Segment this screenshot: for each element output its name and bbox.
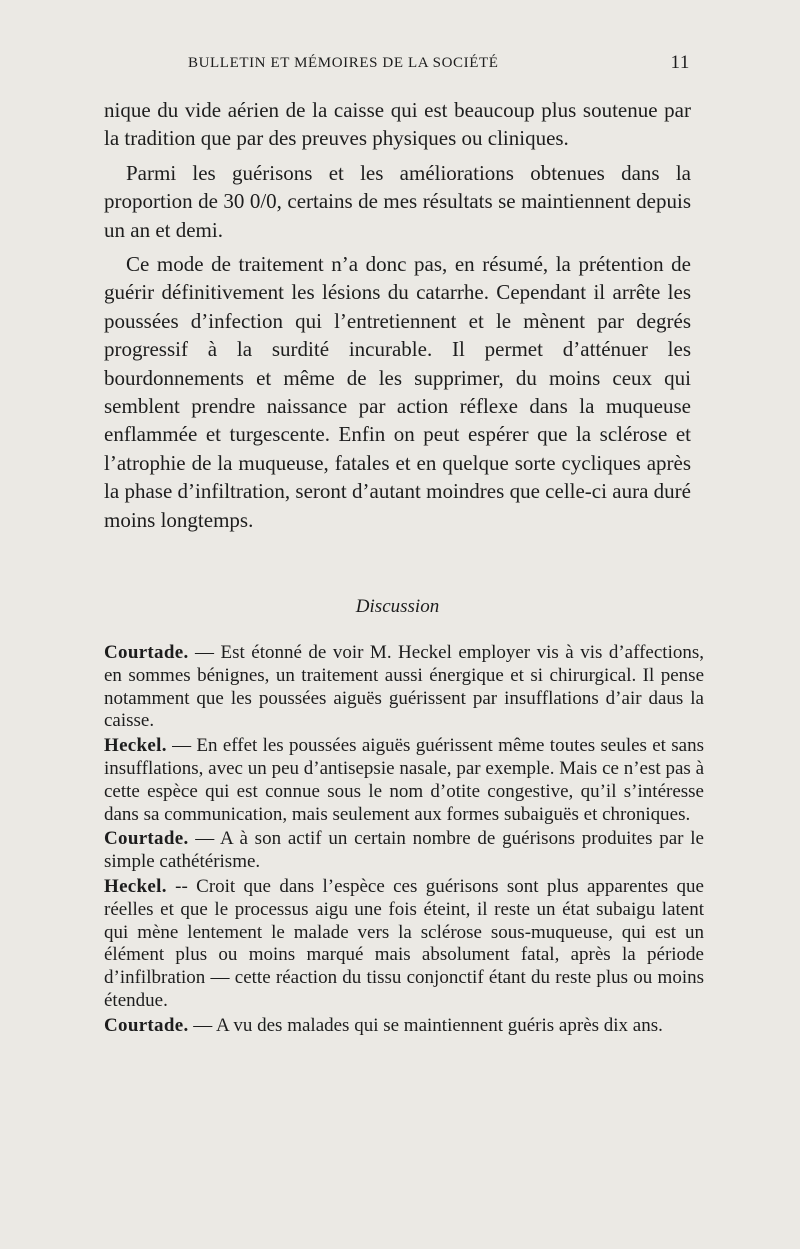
speaker-name: Courtade. (104, 642, 189, 663)
discussion-entry (104, 642, 704, 733)
header-title: BULLETIN ET MÉMOIRES DE LA SOCIÉTÉ (188, 55, 499, 71)
entry-text: — En effet les poussées aiguës guérissent même toutes seules et sans insufflations, avec un peu d’antisepsie nasale, par exemple. Mais ce n’est pas à cette espèce qui est connue sous le nom d’otite congestive, qu’il s’intéresse dans sa communication, mais seulement aux formes subaiguës et chroniques. (104, 735, 704, 825)
entry-text: — A à son actif un certain nombre de guérisons produites par le simple cathétérisme. (104, 828, 704, 873)
running-header (104, 52, 690, 76)
speaker-name: Heckel. (104, 735, 167, 757)
page-number: 11 (670, 52, 690, 73)
discussion-entry (104, 828, 704, 874)
entry-text: -- Croit que dans l’espèce ces guérisons sont plus apparentes que réelles et que le processus aigu une fois éteint, il reste un état subaigu latent qui mène lentement le malade vers la sclérose sous-muqueuse, qui est un élément plus ou moins marqué mais absolument fatal, après la période d’infilbration — cette réaction du tissu conjonctif étant du reste plus ou moins étendue. (104, 875, 704, 1011)
paragraph: Ce mode de traitement n’a donc pas, en résumé, la prétention de guérir définitivement les lésions du catarrhe. Cependant il arrête les poussées d’infection qui l’entretiennent et le mènent par degrés progressif à la surdité incurable. Il permet d’atténuer les bourdonnements et même de les supprimer, du moins ceux qui semblent prendre naissance par action réflexe dans la muqueuse enflammée et turgescente. Enfin on peut espérer que la sclérose et l’atrophie de la muqueuse, fatales et en quelque sorte cycliques après la phase d’infiltration, seront d’autant moindres que celle-ci aura duré moins longtemps. (104, 252, 691, 532)
discussion-heading: Discussion (355, 596, 440, 617)
speaker-name: Courtade. (104, 828, 189, 850)
paragraph: nique du vide aérien de la caisse qui est beaucoup plus soutenue par la tradition que par des preuves physiques ou cliniques. (104, 98, 691, 151)
discussion-entry (104, 1015, 704, 1038)
paragraph: Parmi les guérisons et les améliorations obtenues dans la proportion de 30 0/0, certains de mes résultats se maintiennent depuis un an et demi. (104, 160, 691, 242)
entry-text: — Est étonné de voir M. Heckel employer vis à vis d’affections, en sommes bénignes, un traitement aussi énergique et si chirurgical. Il pense notamment que les poussées aiguës guérissent par insufflations d’air daus la caisse. (104, 642, 704, 732)
speaker-name: Heckel. (104, 875, 167, 897)
speaker-name: Courtade. (104, 1014, 189, 1036)
body-text (104, 96, 691, 540)
discussion-entry (104, 735, 704, 826)
entry-text: — A vu des malades qui se maintiennent guéris après dix ans. (188, 1014, 663, 1036)
discussion-section (104, 642, 704, 1040)
discussion-entry (104, 876, 704, 1013)
